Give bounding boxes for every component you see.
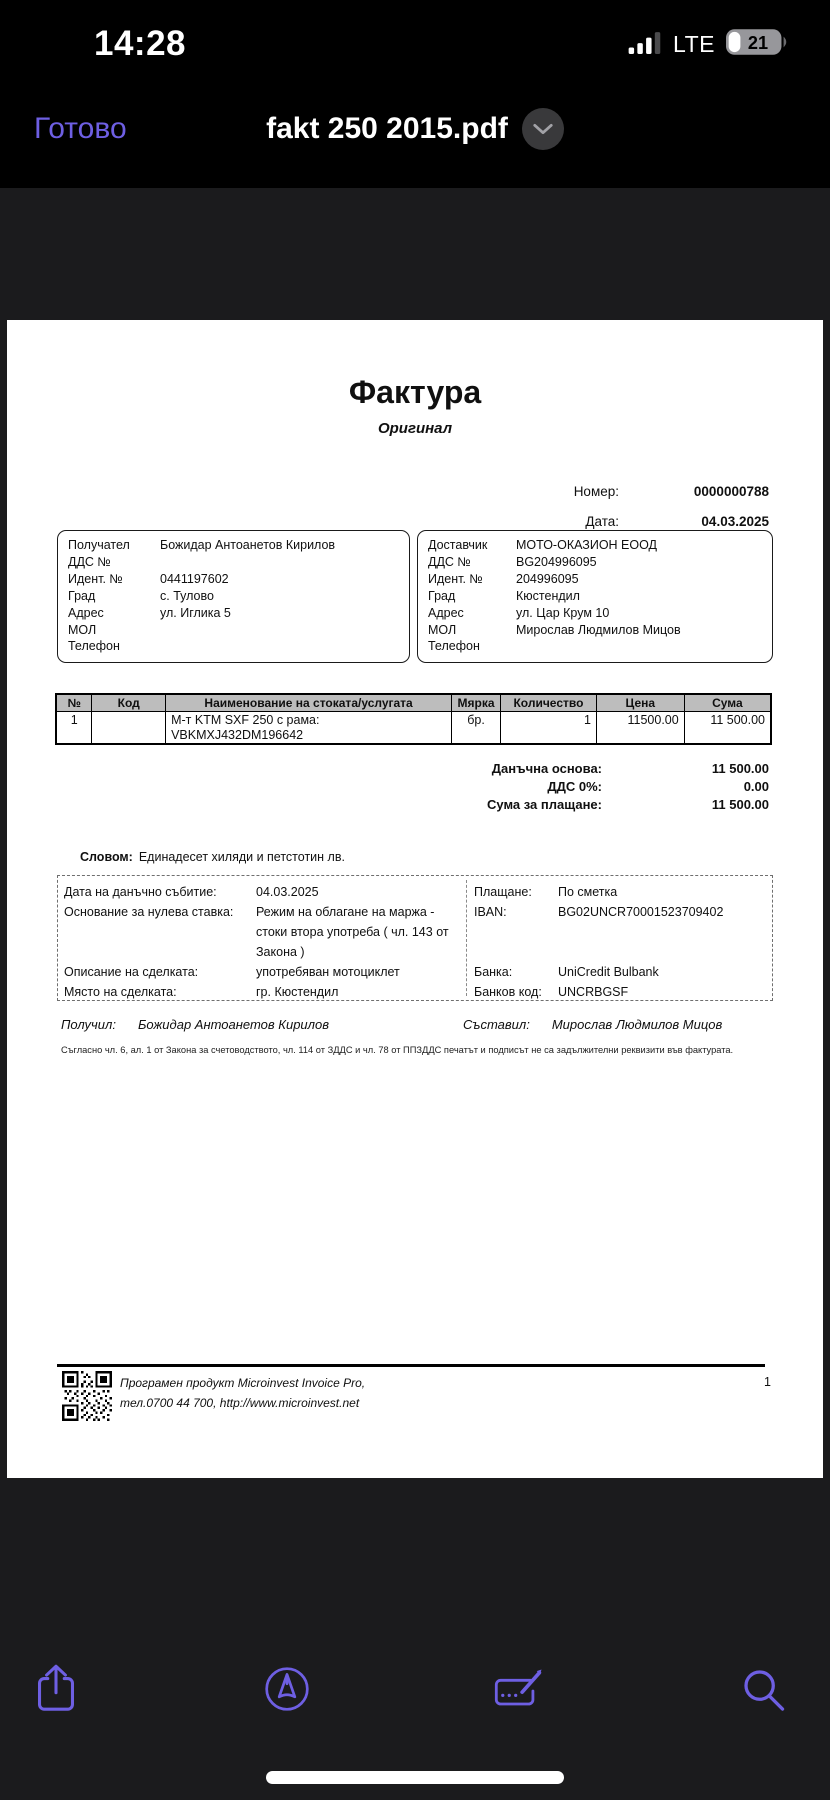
markup-pen-icon — [262, 1702, 312, 1717]
software-credit-line2: тел.0700 44 700, http://www.microinvest.net — [120, 1396, 360, 1410]
battery-icon — [726, 28, 790, 61]
qr-code — [62, 1371, 112, 1421]
table-row: 1 М-т KTM SXF 250 с рама: VBKMXJ432DM196642 бр. 1 11500.00 11 500.00 — [56, 712, 771, 745]
supplier-row: Доставчик МОТО-ОКАЗИОН ЕООД — [428, 538, 658, 552]
details-divider — [466, 880, 467, 996]
recipient-box — [57, 530, 410, 663]
detail-row: IBAN: BG02UNCR70001523709402 — [474, 905, 724, 919]
supplier-row: Телефон — [428, 639, 480, 654]
detail-row: Банков код: UNCRBGSF — [474, 985, 629, 999]
item-name-line2: VBKMXJ432DM196642 — [171, 727, 304, 742]
invoice-subtitle: Оригинал — [377, 420, 453, 437]
amount-in-words-text: Единадесет хиляди и петстотин лв. — [138, 850, 345, 864]
supplier-row: ДДС № BG204996095 — [428, 554, 597, 569]
recipient-row: МОЛ — [68, 622, 97, 637]
invoice-number-date — [499, 477, 769, 537]
received-by-label: Получил: — [61, 1017, 116, 1032]
status-time: 14:28 — [94, 24, 187, 63]
detail-row: Дата на данъчно събитие: 04.03.2025 — [64, 885, 319, 899]
markup-button[interactable] — [262, 1664, 312, 1717]
software-credit — [120, 1373, 365, 1413]
signal-strength-icon — [628, 30, 662, 59]
invoice-title: Фактура — [348, 374, 482, 410]
recipient-row: Телефон — [68, 639, 120, 654]
detail-row: Описание на сделката: употребяван мотоциклет — [64, 965, 400, 979]
supplier-row: Идент. № 204996095 — [428, 571, 579, 586]
search-icon — [740, 1702, 788, 1717]
recipient-row: Адрес ул. Иглика 5 — [68, 605, 231, 620]
footer-divider — [57, 1364, 765, 1367]
document-title-menu[interactable] — [266, 108, 564, 150]
detail-row: Банка: UniCredit Bulbank — [474, 965, 659, 979]
detail-row: Основание за нулева ставка: Режим на облагане на маржа - стоки втора употреба ( чл. 143 от Закона ) — [64, 905, 449, 959]
signature-pencil-icon — [492, 1702, 548, 1717]
items-table — [55, 693, 772, 745]
top-bar — [0, 0, 830, 188]
share-icon — [36, 1702, 76, 1717]
detail-row: Плащане: По сметка — [474, 885, 618, 899]
search-button[interactable] — [740, 1666, 788, 1717]
invoice-number-label: Номер: — [573, 484, 619, 499]
amount-in-words — [80, 850, 345, 864]
totals-block — [487, 760, 769, 813]
recipient-row: Идент. № 0441197602 — [68, 571, 229, 586]
issued-by-name: Мирослав Людмилов Мицов — [551, 1017, 723, 1032]
supplier-row: МОЛ Мирослав Людмилов Мицов — [428, 622, 681, 637]
received-by-name: Божидар Антоанетов Кирилов — [137, 1017, 330, 1032]
network-type-label: LTE — [673, 31, 715, 57]
supplier-row: Град Кюстендил — [428, 588, 580, 603]
total-row: Данъчна основа: 11 500.00 — [491, 761, 769, 776]
bottom-toolbar — [0, 1656, 830, 1736]
details-spacer — [474, 922, 768, 962]
document-title: fakt 250 2015.pdf — [266, 112, 508, 145]
supplier-row: Адрес ул. Цар Крум 10 — [428, 605, 610, 620]
transaction-details-box — [57, 875, 773, 1001]
title-dropdown-button[interactable] — [522, 108, 564, 150]
recipient-row: ДДС № — [68, 554, 111, 569]
navigation-bar — [0, 98, 830, 160]
recipient-row: Град с. Тулово — [68, 588, 214, 603]
share-button[interactable] — [36, 1662, 76, 1717]
recipient-row: Получател Божидар Антоанетов Кирилов — [68, 538, 336, 552]
items-table-header: № Код Наименование на стоката/услугата Мярка Количество Цена Сума — [56, 694, 771, 712]
amount-in-words-label: Словом: — [80, 850, 133, 864]
item-name-line1: М-т KTM SXF 250 с рама: — [171, 713, 320, 727]
detail-row: Място на сделката: гр. Кюстендил — [64, 985, 339, 999]
home-indicator[interactable] — [266, 1771, 564, 1784]
invoice-date-label: Дата: — [585, 514, 619, 529]
status-bar — [0, 22, 830, 68]
invoice-date-value: 04.03.2025 — [701, 514, 769, 529]
total-row: ДДС 0%: 0.00 — [547, 778, 769, 794]
battery-percent: 21 — [747, 32, 769, 53]
software-credit-line1: Програмен продукт Microinvest Invoice Pro, — [120, 1376, 366, 1390]
invoice-number-value: 0000000788 — [693, 484, 769, 499]
legal-note: Съгласно чл. 6, ал. 1 от Закона за счетоводството, чл. 114 от ЗДДС и чл. 78 от ППЗДДС печатът и подписът не са задължителни реквизити във фактурата. — [61, 1045, 734, 1055]
supplier-box — [417, 530, 773, 663]
issued-by-label: Съставил: — [463, 1017, 530, 1032]
page-number: 1 — [764, 1375, 771, 1389]
pdf-page — [7, 320, 823, 1478]
total-row: Сума за плащане: 11 500.00 — [487, 796, 769, 812]
signature-button[interactable] — [492, 1666, 548, 1717]
done-button[interactable]: Готово — [34, 112, 127, 145]
